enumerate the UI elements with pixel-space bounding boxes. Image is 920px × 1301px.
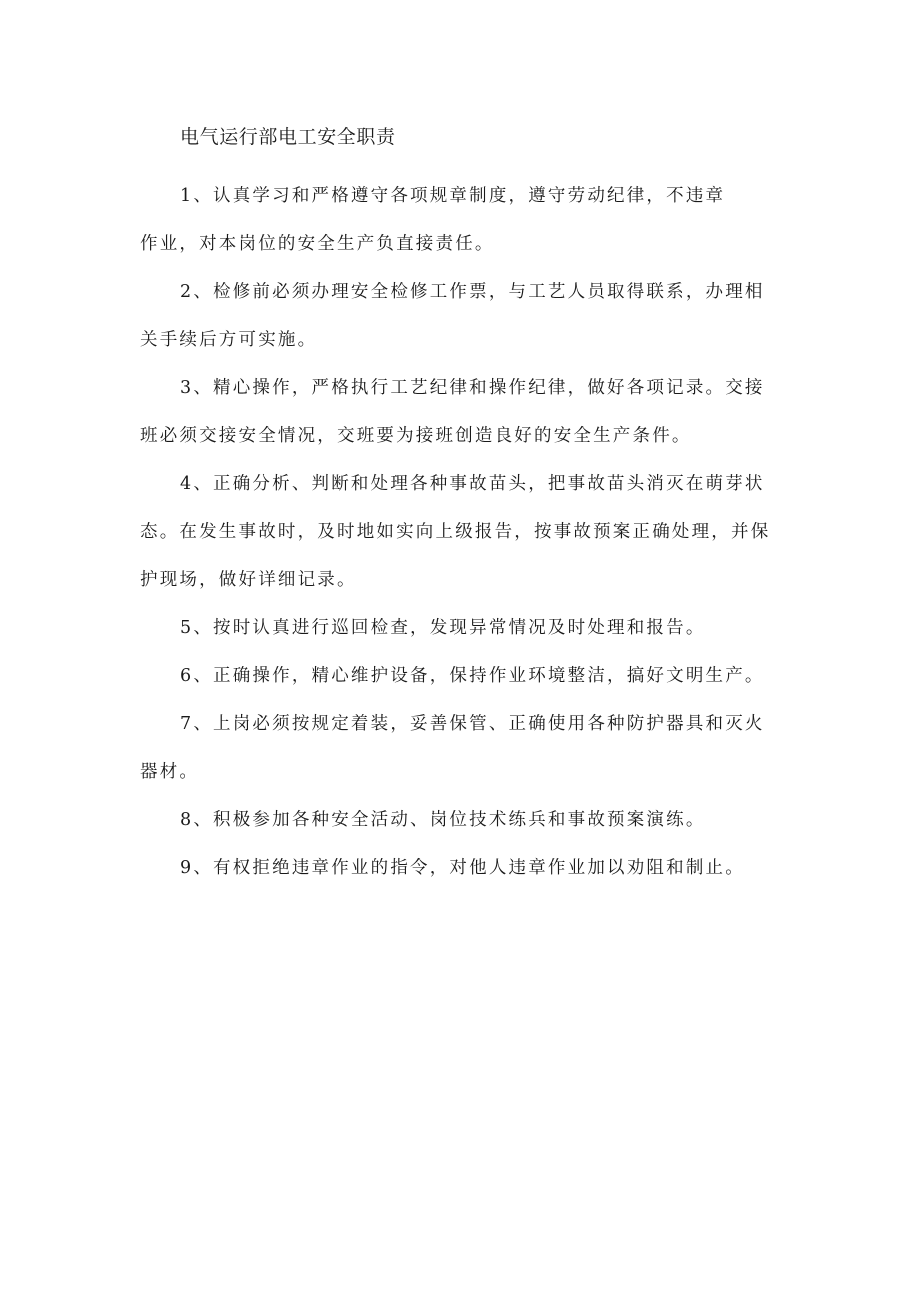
paragraph-line: 作业，对本岗位的安全生产负直接责任。 — [140, 234, 495, 254]
paragraph-4 — [140, 460, 785, 604]
paragraph-7 — [140, 700, 785, 796]
paragraph-line: 8、积极参加各种安全活动、岗位技术练兵和事故预案演练。 — [180, 810, 706, 830]
document-body — [140, 172, 785, 892]
paragraph-line: 护现场，做好详细记录。 — [140, 570, 357, 590]
document-title: 电气运行部电工安全职责 — [180, 126, 396, 148]
paragraph-line: 班必须交接安全情况，交班要为接班创造良好的安全生产条件。 — [140, 426, 692, 446]
paragraph-line: 9、有权拒绝违章作业的指令，对他人违章作业加以劝阻和制止。 — [180, 858, 745, 878]
paragraph-5 — [140, 604, 785, 652]
paragraph-line: 7、上岗必须按规定着装，妥善保管、正确使用各种防护器具和灭火 — [180, 714, 765, 734]
paragraph-line: 器材。 — [140, 762, 200, 782]
paragraph-1 — [140, 172, 785, 268]
paragraph-line: 5、按时认真进行巡回检查，发现异常情况及时处理和报告。 — [180, 618, 706, 638]
paragraph-line: 2、检修前必须办理安全检修工作票，与工艺人员取得联系，办理相 — [180, 282, 765, 302]
paragraph-6 — [140, 652, 785, 700]
paragraph-line: 关手续后方可实施。 — [140, 330, 318, 350]
paragraph-8 — [140, 796, 785, 844]
paragraph-line: 1、认真学习和严格遵守各项规章制度，遵守劳动纪律，不违章 — [180, 186, 726, 206]
paragraph-9 — [140, 844, 785, 892]
paragraph-2 — [140, 268, 785, 364]
paragraph-line: 6、正确操作，精心维护设备，保持作业环境整洁，搞好文明生产。 — [180, 666, 765, 686]
paragraph-line: 4、正确分析、判断和处理各种事故苗头，把事故苗头消灭在萌芽状 — [180, 474, 765, 494]
paragraph-line: 态。在发生事故时，及时地如实向上级报告，按事故预案正确处理，并保 — [140, 522, 771, 542]
paragraph-line: 3、精心操作，严格执行工艺纪律和操作纪律，做好各项记录。交接 — [180, 378, 765, 398]
paragraph-3 — [140, 364, 785, 460]
